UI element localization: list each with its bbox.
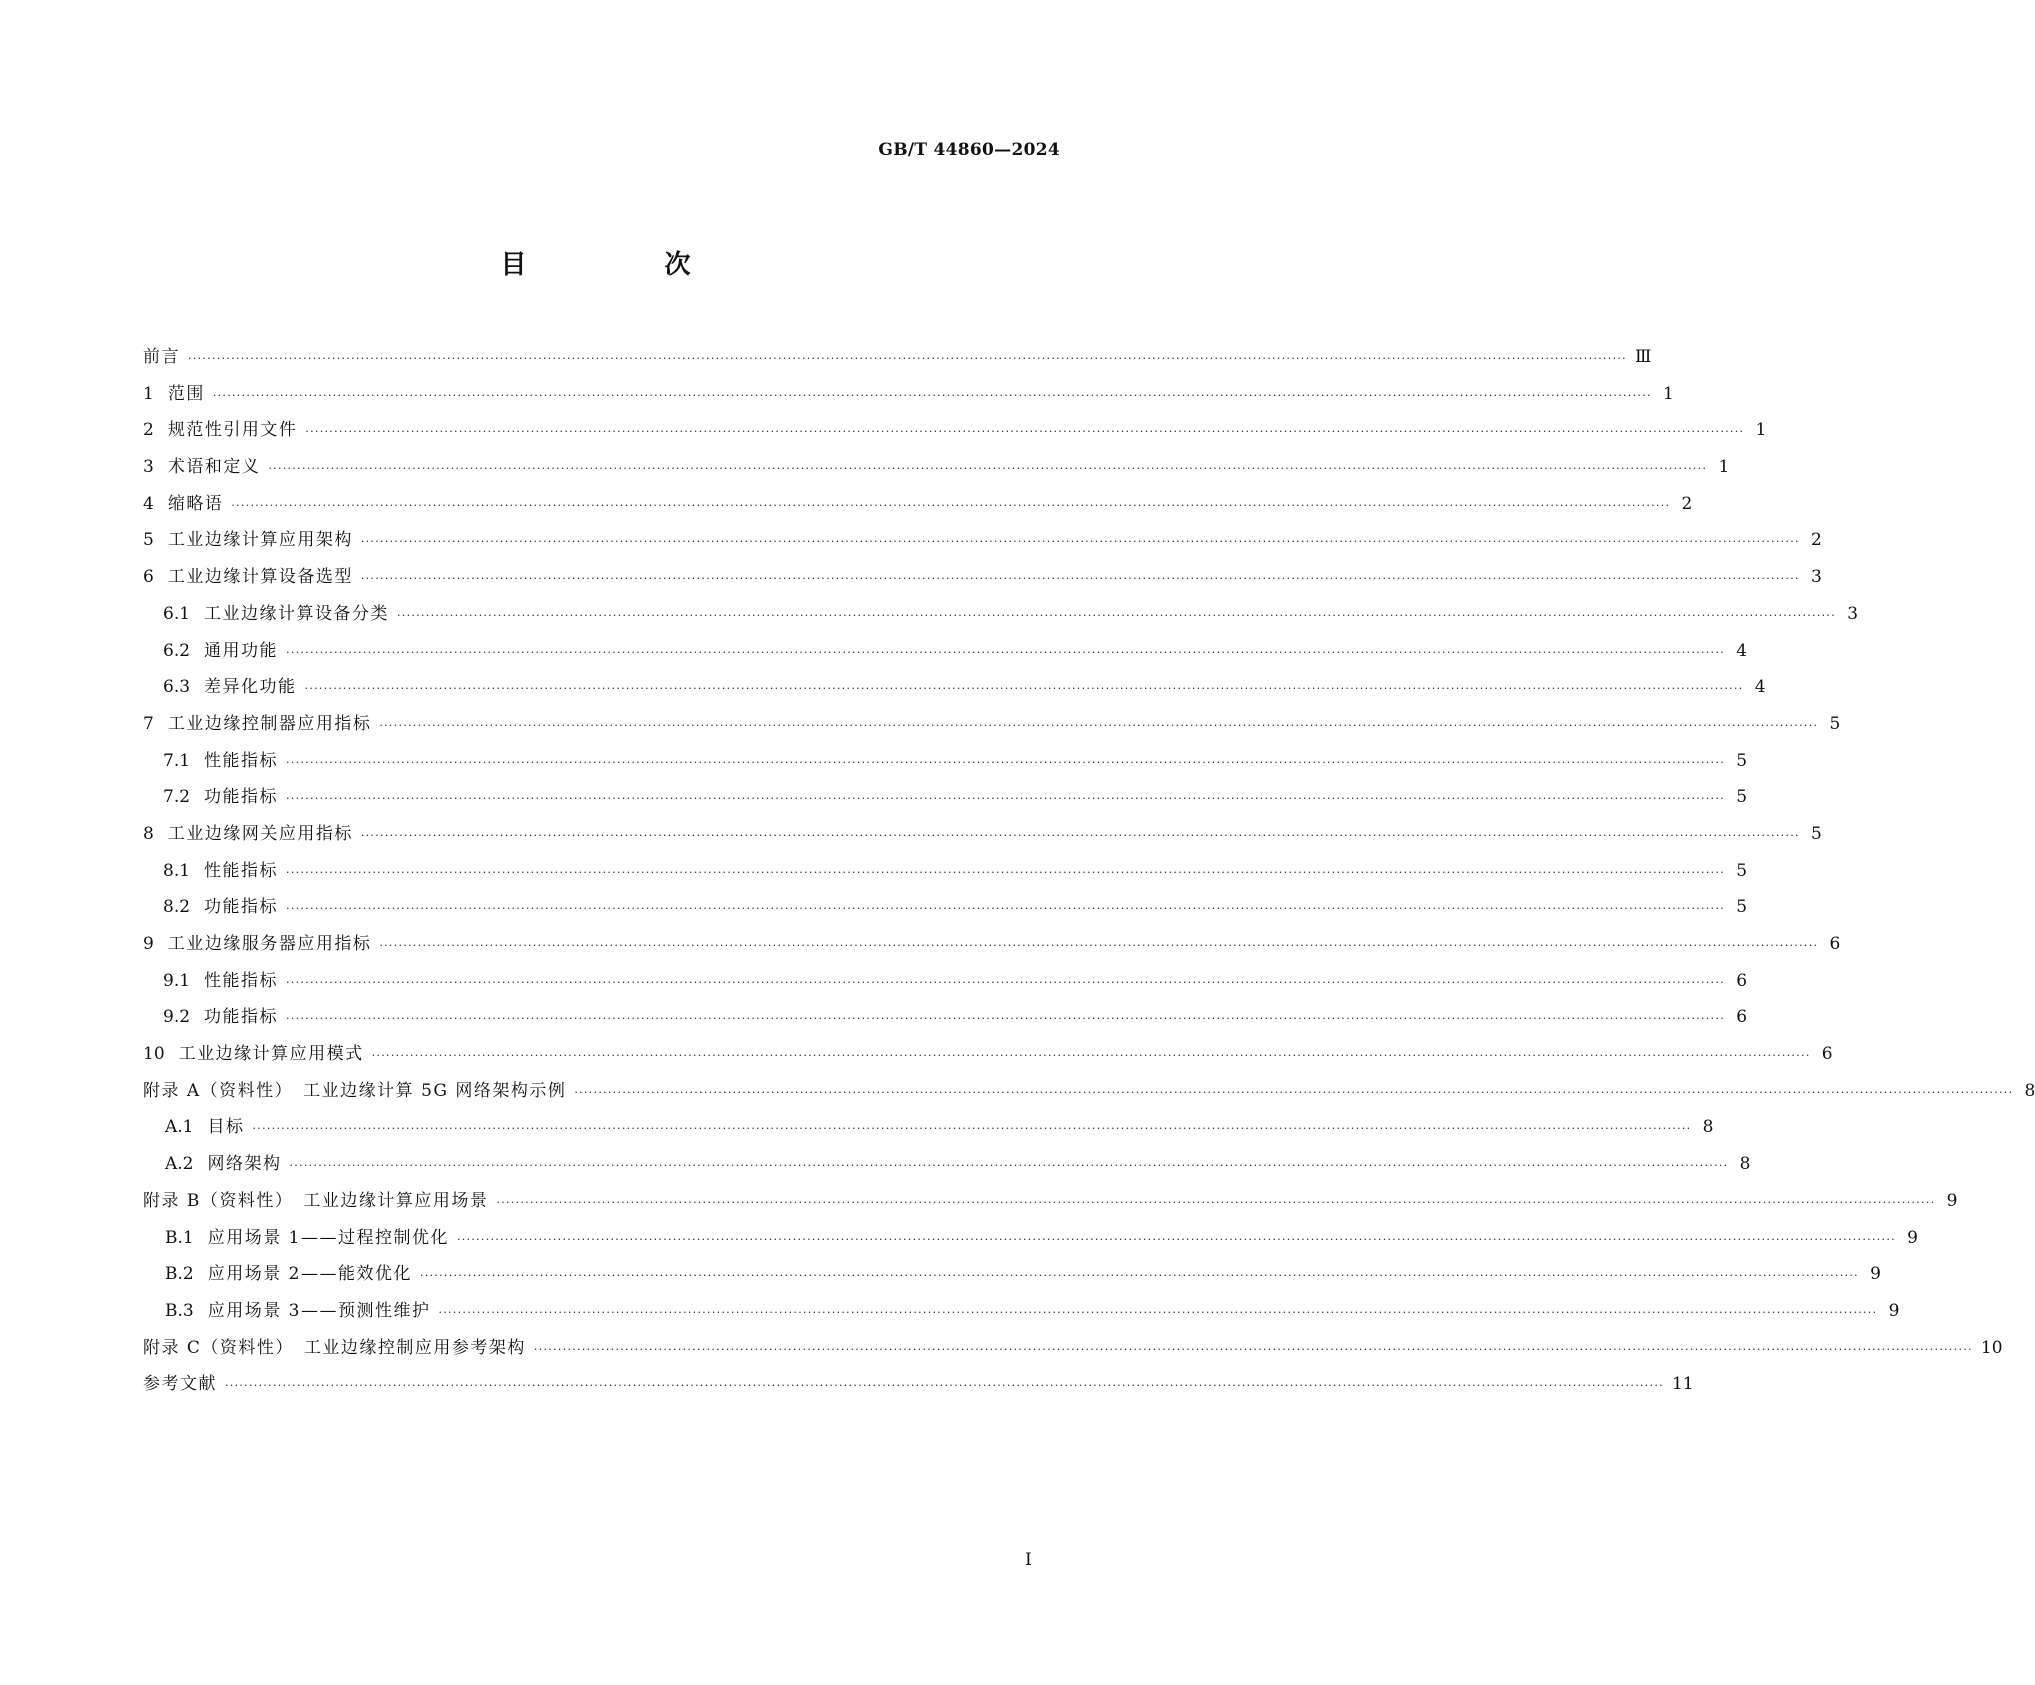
toc-leader-dots: ············································································································································································································································································································ <box>533 1342 1973 1356</box>
toc-leader-dots: ············································································································································································································································································································ <box>286 1012 1726 1026</box>
toc-entry-title: 附录 A（资料性） 工业边缘计算 5G 网络架构示例 <box>143 1080 567 1101</box>
toc-leader-dots: ············································································································································································································································································································ <box>286 755 1726 769</box>
toc-entry[interactable] <box>143 1220 1918 1257</box>
toc-entry-page: 5 <box>1829 713 1841 734</box>
toc-entry-number: 7.1 <box>163 750 191 771</box>
toc-entry-page: 5 <box>1810 823 1822 844</box>
toc-entry[interactable] <box>143 669 1766 706</box>
toc-leader-dots: ············································································································································································································································································································ <box>286 902 1726 916</box>
toc-entry-number: 5 <box>143 530 154 551</box>
toc-entry-page: 9 <box>1907 1227 1918 1248</box>
toc-leader-dots: ············································································································································································································································································································ <box>231 498 1671 512</box>
toc-entry-title: 术语和定义 <box>167 457 261 478</box>
toc-entry-page: Ⅲ <box>1634 347 1652 367</box>
toc-leader-dots: ············································································································································································································································································································ <box>371 1049 1811 1063</box>
toc-entry-title: 性能指标 <box>204 750 279 771</box>
toc-entry[interactable] <box>143 779 1748 816</box>
toc-leader-dots: ············································································································································································································································································································ <box>438 1305 1878 1319</box>
toc-entry-page: 8 <box>1739 1154 1751 1175</box>
toc-leader-dots: ············································································································································································································································································································ <box>212 388 1652 402</box>
toc-entry-page: 5 <box>1736 750 1748 771</box>
toc-leader-dots: ············································································································································································································································································································ <box>397 608 1837 622</box>
toc-entry[interactable] <box>143 412 1767 449</box>
toc-entry-number: 10 <box>143 1044 165 1065</box>
toc-entry-title: 工业边缘计算设备分类 <box>204 603 390 624</box>
toc-entry-number: B.2 <box>165 1264 194 1285</box>
toc-entry-title: 性能指标 <box>204 970 279 991</box>
toc-leader-dots: ············································································································································································································································································································ <box>188 352 1627 365</box>
toc-entry-number: 9 <box>143 934 154 954</box>
toc-entry-page: 5 <box>1736 860 1748 881</box>
toc-entry[interactable] <box>143 596 1859 633</box>
toc-entry-number: A.1 <box>165 1117 194 1138</box>
toc-entry[interactable] <box>143 926 1841 963</box>
toc-entry-page: 8 <box>1702 1117 1714 1138</box>
toc-entry-page: 4 <box>1736 640 1748 661</box>
toc-leader-dots: ············································································································································································································································································································ <box>286 865 1726 879</box>
toc-entry-page: 5 <box>1736 787 1748 808</box>
toc-entry-title: 差异化功能 <box>204 677 297 698</box>
toc-entry-page: 6 <box>1736 1007 1748 1028</box>
toc-entry[interactable] <box>143 1366 1694 1403</box>
toc-entry[interactable] <box>143 1109 1714 1146</box>
toc-leader-dots: ············································································································································································································································································································ <box>360 828 1800 842</box>
toc-entry-title: 目标 <box>207 1117 245 1138</box>
toc-entry-title: 规范性引用文件 <box>167 420 298 441</box>
toc-entry[interactable] <box>143 449 1730 486</box>
toc-entry[interactable] <box>143 853 1748 890</box>
toc-entry-number: 9.2 <box>163 1007 191 1028</box>
toc-entry[interactable] <box>143 743 1748 780</box>
toc-leader-dots: ············································································································································································································································································································ <box>496 1195 1936 1209</box>
toc-entry-number: 8.2 <box>163 897 191 918</box>
toc-entry-title: 工业边缘计算应用模式 <box>178 1044 364 1065</box>
toc-leader-dots: ············································································································································································································································································································ <box>286 975 1726 989</box>
toc-entry-page: 9 <box>1870 1264 1881 1285</box>
toc-leader-dots: ············································································································································································································································································································ <box>252 1122 1692 1136</box>
toc-entry-title: 工业边缘计算应用架构 <box>167 530 353 551</box>
toc-entry[interactable] <box>143 706 1841 743</box>
toc-entry-number: 4 <box>143 493 154 514</box>
table-of-contents <box>143 339 2035 1403</box>
toc-leader-dots: ············································································································································································································································································································ <box>360 572 1800 586</box>
toc-entry-title: 附录 C（资料性） 工业边缘控制应用参考架构 <box>143 1337 526 1358</box>
toc-entry-title: 功能指标 <box>204 1007 279 1028</box>
toc-entry[interactable] <box>143 633 1748 670</box>
toc-leader-dots: ············································································································································································································································································································ <box>286 645 1726 659</box>
toc-entry-page: 6 <box>1736 970 1748 991</box>
toc-entry-number: 3 <box>143 457 154 478</box>
page-title: 目 次 <box>500 250 747 280</box>
toc-entry-title: 性能指标 <box>204 860 279 881</box>
toc-entry-title: 网络架构 <box>207 1154 282 1175</box>
toc-entry-page: 1 <box>1662 383 1674 404</box>
toc-entry-title: 附录 B（资料性） 工业边缘计算应用场景 <box>143 1190 489 1211</box>
toc-entry-number: 1 <box>143 383 154 404</box>
toc-leader-dots: ············································································································································································································································································································ <box>225 1379 1664 1393</box>
toc-entry-number: 2 <box>143 420 154 441</box>
toc-leader-dots: ············································································································································································································································································································ <box>456 1232 1896 1246</box>
toc-entry-number: 6.2 <box>163 640 191 661</box>
toc-entry-number: 6.1 <box>163 603 191 624</box>
toc-entry[interactable] <box>143 1293 1900 1330</box>
toc-entry-title: 工业边缘计算设备选型 <box>167 567 353 588</box>
toc-entry-page: 6 <box>1821 1044 1833 1065</box>
toc-entry[interactable] <box>143 1036 1833 1073</box>
toc-entry-title: 缩略语 <box>167 493 224 514</box>
toc-entry[interactable] <box>143 522 1822 559</box>
toc-entry[interactable] <box>143 486 1693 523</box>
toc-entry-page: 8 <box>2024 1080 2035 1101</box>
toc-leader-dots: ············································································································································································································································································································ <box>360 535 1800 549</box>
toc-entry[interactable] <box>143 559 1822 596</box>
toc-leader-dots: ············································································································································································································································································································ <box>289 1159 1729 1173</box>
toc-entry-title: 工业边缘控制器应用指标 <box>167 713 372 734</box>
toc-entry[interactable] <box>143 1183 1958 1220</box>
toc-entry-page: 11 <box>1671 1374 1694 1395</box>
toc-leader-dots: ············································································································································································································································································································ <box>304 682 1744 696</box>
toc-entry-title: 参考文献 <box>143 1374 217 1395</box>
toc-entry-title: 功能指标 <box>204 897 279 918</box>
toc-entry-number: 7.2 <box>163 787 191 808</box>
toc-entry-number: 7 <box>143 713 154 734</box>
toc-entry-number: A.2 <box>165 1154 194 1175</box>
toc-entry[interactable] <box>143 963 1748 1000</box>
standard-code: GB/T 44860—2024 <box>878 140 1060 160</box>
toc-entry-page: 9 <box>1946 1190 1958 1211</box>
toc-entry-title: 通用功能 <box>204 640 279 661</box>
toc-leader-dots: ············································································································································································································································································································ <box>379 718 1819 732</box>
toc-leader-dots: ············································································································································································································································································································ <box>286 792 1726 806</box>
toc-leader-dots: ············································································································································································································································································································ <box>379 939 1819 952</box>
toc-leader-dots: ············································································································································································································································································································ <box>574 1085 2014 1099</box>
toc-entry-page: 9 <box>1888 1300 1900 1321</box>
toc-entry-number: B.3 <box>165 1300 194 1321</box>
toc-entry-page: 3 <box>1810 567 1822 588</box>
toc-entry-page: 10 <box>1980 1337 2003 1358</box>
toc-entry[interactable] <box>143 376 1674 413</box>
toc-entry-page: 2 <box>1810 530 1822 551</box>
toc-leader-dots: ············································································································································································································································································································ <box>419 1269 1859 1283</box>
toc-entry-title: 功能指标 <box>204 787 279 808</box>
toc-entry-number: 6.3 <box>163 677 191 698</box>
toc-entry[interactable] <box>143 1256 1881 1293</box>
toc-leader-dots: ············································································································································································································································································································ <box>305 425 1745 439</box>
toc-entry-title: 应用场景 1——过程控制优化 <box>207 1227 449 1248</box>
toc-entry-title: 工业边缘服务器应用指标 <box>167 934 372 954</box>
toc-entry-title: 应用场景 3——预测性维护 <box>207 1300 431 1321</box>
toc-entry-number: 9.1 <box>163 970 191 991</box>
toc-entry-page: 4 <box>1754 677 1766 698</box>
toc-entry[interactable] <box>143 1073 2035 1110</box>
toc-entry[interactable] <box>143 889 1748 926</box>
toc-entry-page: 3 <box>1847 603 1859 624</box>
toc-entry-title: 应用场景 2——能效优化 <box>207 1264 412 1285</box>
toc-leader-dots: ············································································································································································································································································································ <box>268 462 1708 476</box>
toc-entry-page: 1 <box>1718 457 1730 478</box>
toc-entry-page: 2 <box>1681 493 1693 514</box>
toc-entry-title: 前言 <box>143 347 180 367</box>
toc-entry[interactable] <box>143 1330 2003 1367</box>
page-number: I <box>1025 1550 1032 1570</box>
toc-entry[interactable] <box>143 816 1822 853</box>
toc-entry-number: 8 <box>143 823 154 844</box>
toc-entry-title: 范围 <box>167 383 205 404</box>
toc-entry-page: 5 <box>1736 897 1748 918</box>
toc-entry[interactable] <box>143 1146 1751 1183</box>
toc-entry-number: 6 <box>143 567 154 588</box>
toc-entry[interactable] <box>143 999 1748 1036</box>
toc-entry[interactable] <box>143 339 1652 376</box>
toc-entry-number: 8.1 <box>163 860 191 881</box>
toc-entry-page: 1 <box>1755 420 1767 441</box>
toc-entry-title: 工业边缘网关应用指标 <box>167 823 353 844</box>
toc-entry-number: B.1 <box>165 1227 194 1248</box>
toc-entry-page: 6 <box>1829 934 1841 954</box>
